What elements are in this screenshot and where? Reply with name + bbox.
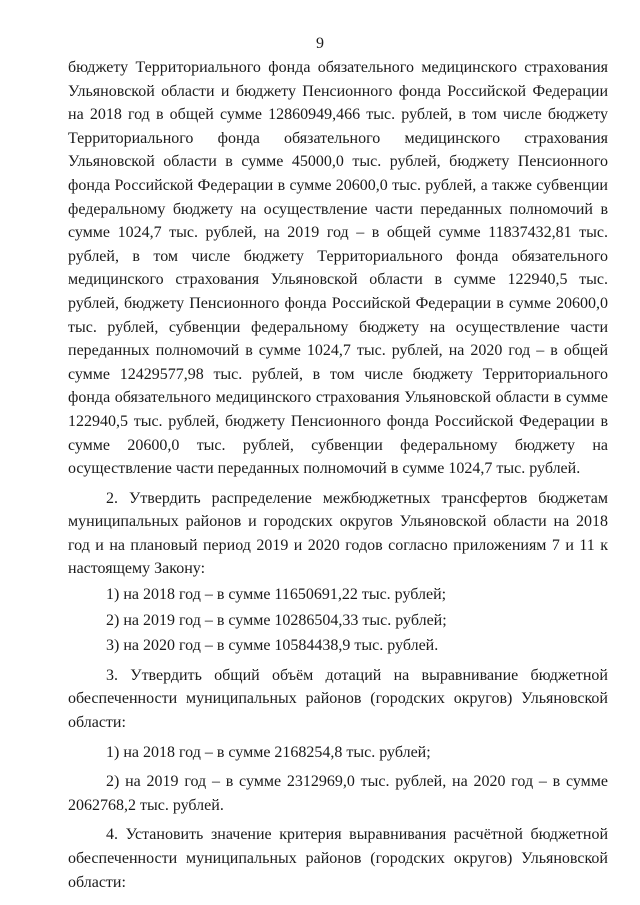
list-item: 2) на 2019 год – в сумме 2312969,0 тыс. рублей, на 2020 год – в сумме 2062768,2 тыс. рублей. (68, 773, 608, 814)
paragraph-continuation: бюджету Территориального фонда обязательного медицинского страхования Ульяновской области и бюджету Пенсионного фонда Российской Федерации на 2018 год в общей сумме 12860949,466 тыс. рублей, в том числе бюджету Территориального фонда обязательного медицинского страхования Ульяновской области в сумме 45000,0 тыс. рублей, бюджету Пенсионного фонда Российской Федерации в сумме 20600,0 тыс. рублей, а также субвенции федеральному бюджету на осуществление части переданных полномочий в сумме 1024,7 тыс. рублей, на 2019 год – в общей сумме 11837432,81 тыс. рублей, в том числе бюджету Территориального фонда обязательного медицинского страхования Ульяновской области в сумме 122940,5 тыс. рублей, бюджету Пенсионного фонда Российской Федерации в сумме 20600,0 тыс. рублей, субвенции федеральному бюджету на осуществление части переданных полномочий в сумме 1024,7 тыс. рублей, на 2020 год – в общей сумме 12429577,98 тыс. рублей, в том числе бюджету Территориального фонда обязательного медицинского страхования Ульяновской области в сумме 122940,5 тыс. рублей, бюджету Пенсионного фонда Российской Федерации в сумме 20600,0 тыс. рублей, субвенции федеральному бюджету на осуществление части переданных полномочий в сумме 1024,7 тыс. рублей. (68, 59, 608, 478)
paragraph-item-2: 2. Утвердить распределение межбюджетных трансфертов бюджетам муниципальных районов и городских округов Ульяновской области на 2018 год и на плановый период 2019 и 2020 годов согласно приложениям 7 и 11 к настоящему Закону: (68, 489, 608, 578)
paragraph-item-3: 3. Утвердить общий объём дотаций на выравнивание бюджетной обеспеченности муниципальных районов (городских округов) Ульяновской области: (68, 666, 608, 732)
list-item: 3) на 2020 год – в сумме 10584438,9 тыс. рублей. (106, 637, 439, 655)
list-item: 1) на 2018 год – в сумме 11650691,22 тыс. рублей; (106, 586, 447, 604)
paragraph-item-4: 4. Установить значение критерия выравнивания расчётной бюджетной обеспеченности муниципальных районов (городских округов) Ульяновской области: (68, 826, 608, 891)
list-item: 1) на 2018 год – в сумме 2168254,8 тыс. рублей; (106, 743, 431, 761)
document-body (68, 56, 608, 894)
page-number: 9 (316, 35, 324, 52)
list-item: 2) на 2019 год – в сумме 10286504,33 тыс. рублей; (106, 611, 447, 629)
